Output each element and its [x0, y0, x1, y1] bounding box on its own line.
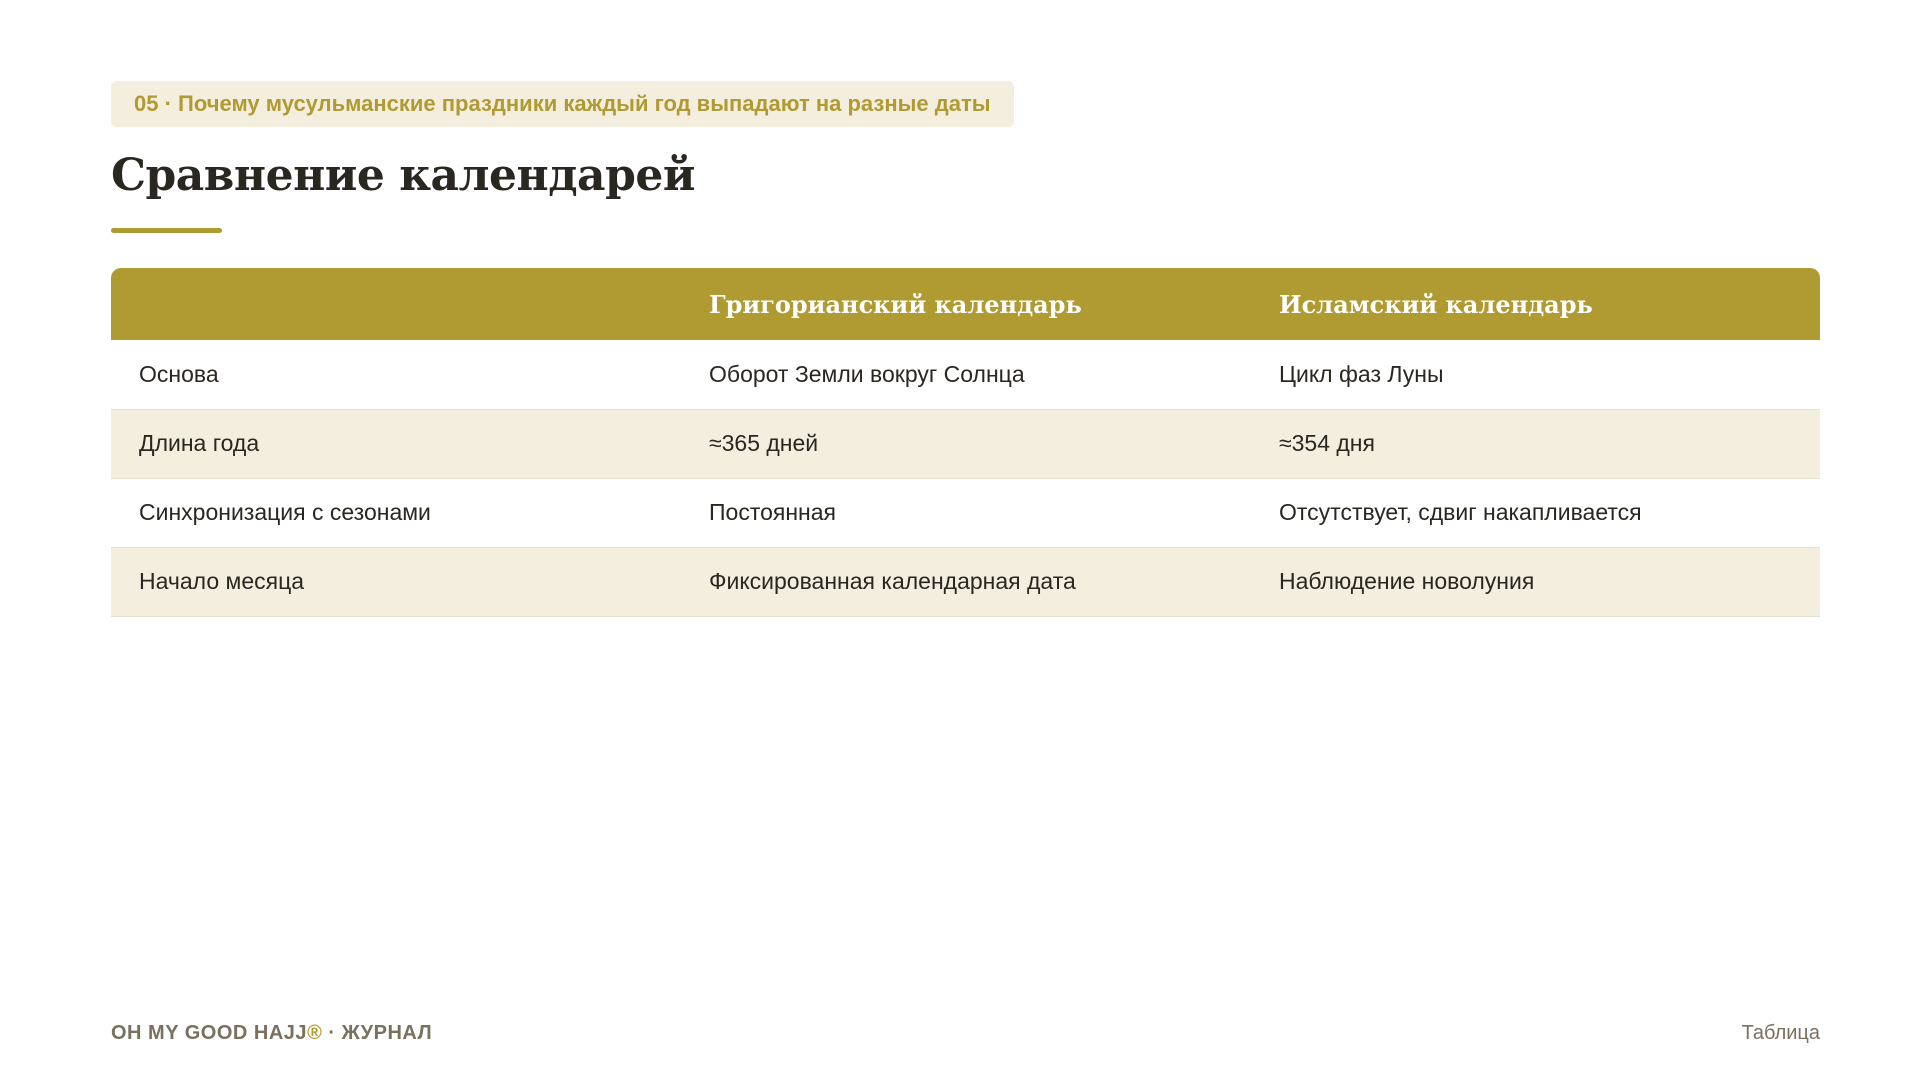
page-title: Сравнение календарей	[111, 150, 695, 201]
table-row	[111, 409, 1820, 478]
table-row	[111, 340, 1820, 409]
footer-section-label: · ЖУРНАЛ	[322, 1022, 433, 1044]
title-underline	[111, 228, 222, 233]
row-label: Длина года	[139, 430, 260, 456]
table-header-cell: Григорианский календарь	[709, 289, 1082, 319]
table-header-cell: Исламский календарь	[1279, 289, 1593, 319]
table-cell: ≈354 дня	[1279, 430, 1375, 456]
footer-brand	[111, 1022, 432, 1045]
row-label: Основа	[139, 360, 219, 387]
table-cell: ≈365 дней	[709, 430, 819, 456]
registered-mark: ®	[307, 1022, 323, 1044]
table-cell: Фиксированная календарная дата	[709, 568, 1076, 594]
table-header-row	[111, 268, 1820, 340]
table-cell: Цикл фаз Луны	[1279, 360, 1444, 387]
comparison-table	[111, 268, 1820, 617]
table-row	[111, 547, 1820, 616]
table-header-cell	[111, 268, 681, 340]
footer-brand-name: OH MY GOOD HAJJ	[111, 1022, 308, 1044]
table-cell: Постоянная	[709, 499, 836, 525]
footer-page-type: Таблица	[1741, 1022, 1820, 1044]
row-label: Синхронизация с сезонами	[139, 499, 431, 525]
table-cell: Оборот Земли вокруг Солнца	[709, 360, 1025, 387]
table-cell: Отсутствует, сдвиг накапливается	[1279, 499, 1642, 525]
row-label: Начало месяца	[139, 568, 305, 594]
table-row	[111, 478, 1820, 547]
section-eyebrow-text: 05 · Почему мусульманские праздники каждый год выпадают на разные даты	[134, 91, 991, 116]
table-cell: Наблюдение новолуния	[1279, 568, 1535, 594]
section-eyebrow	[111, 81, 1014, 127]
